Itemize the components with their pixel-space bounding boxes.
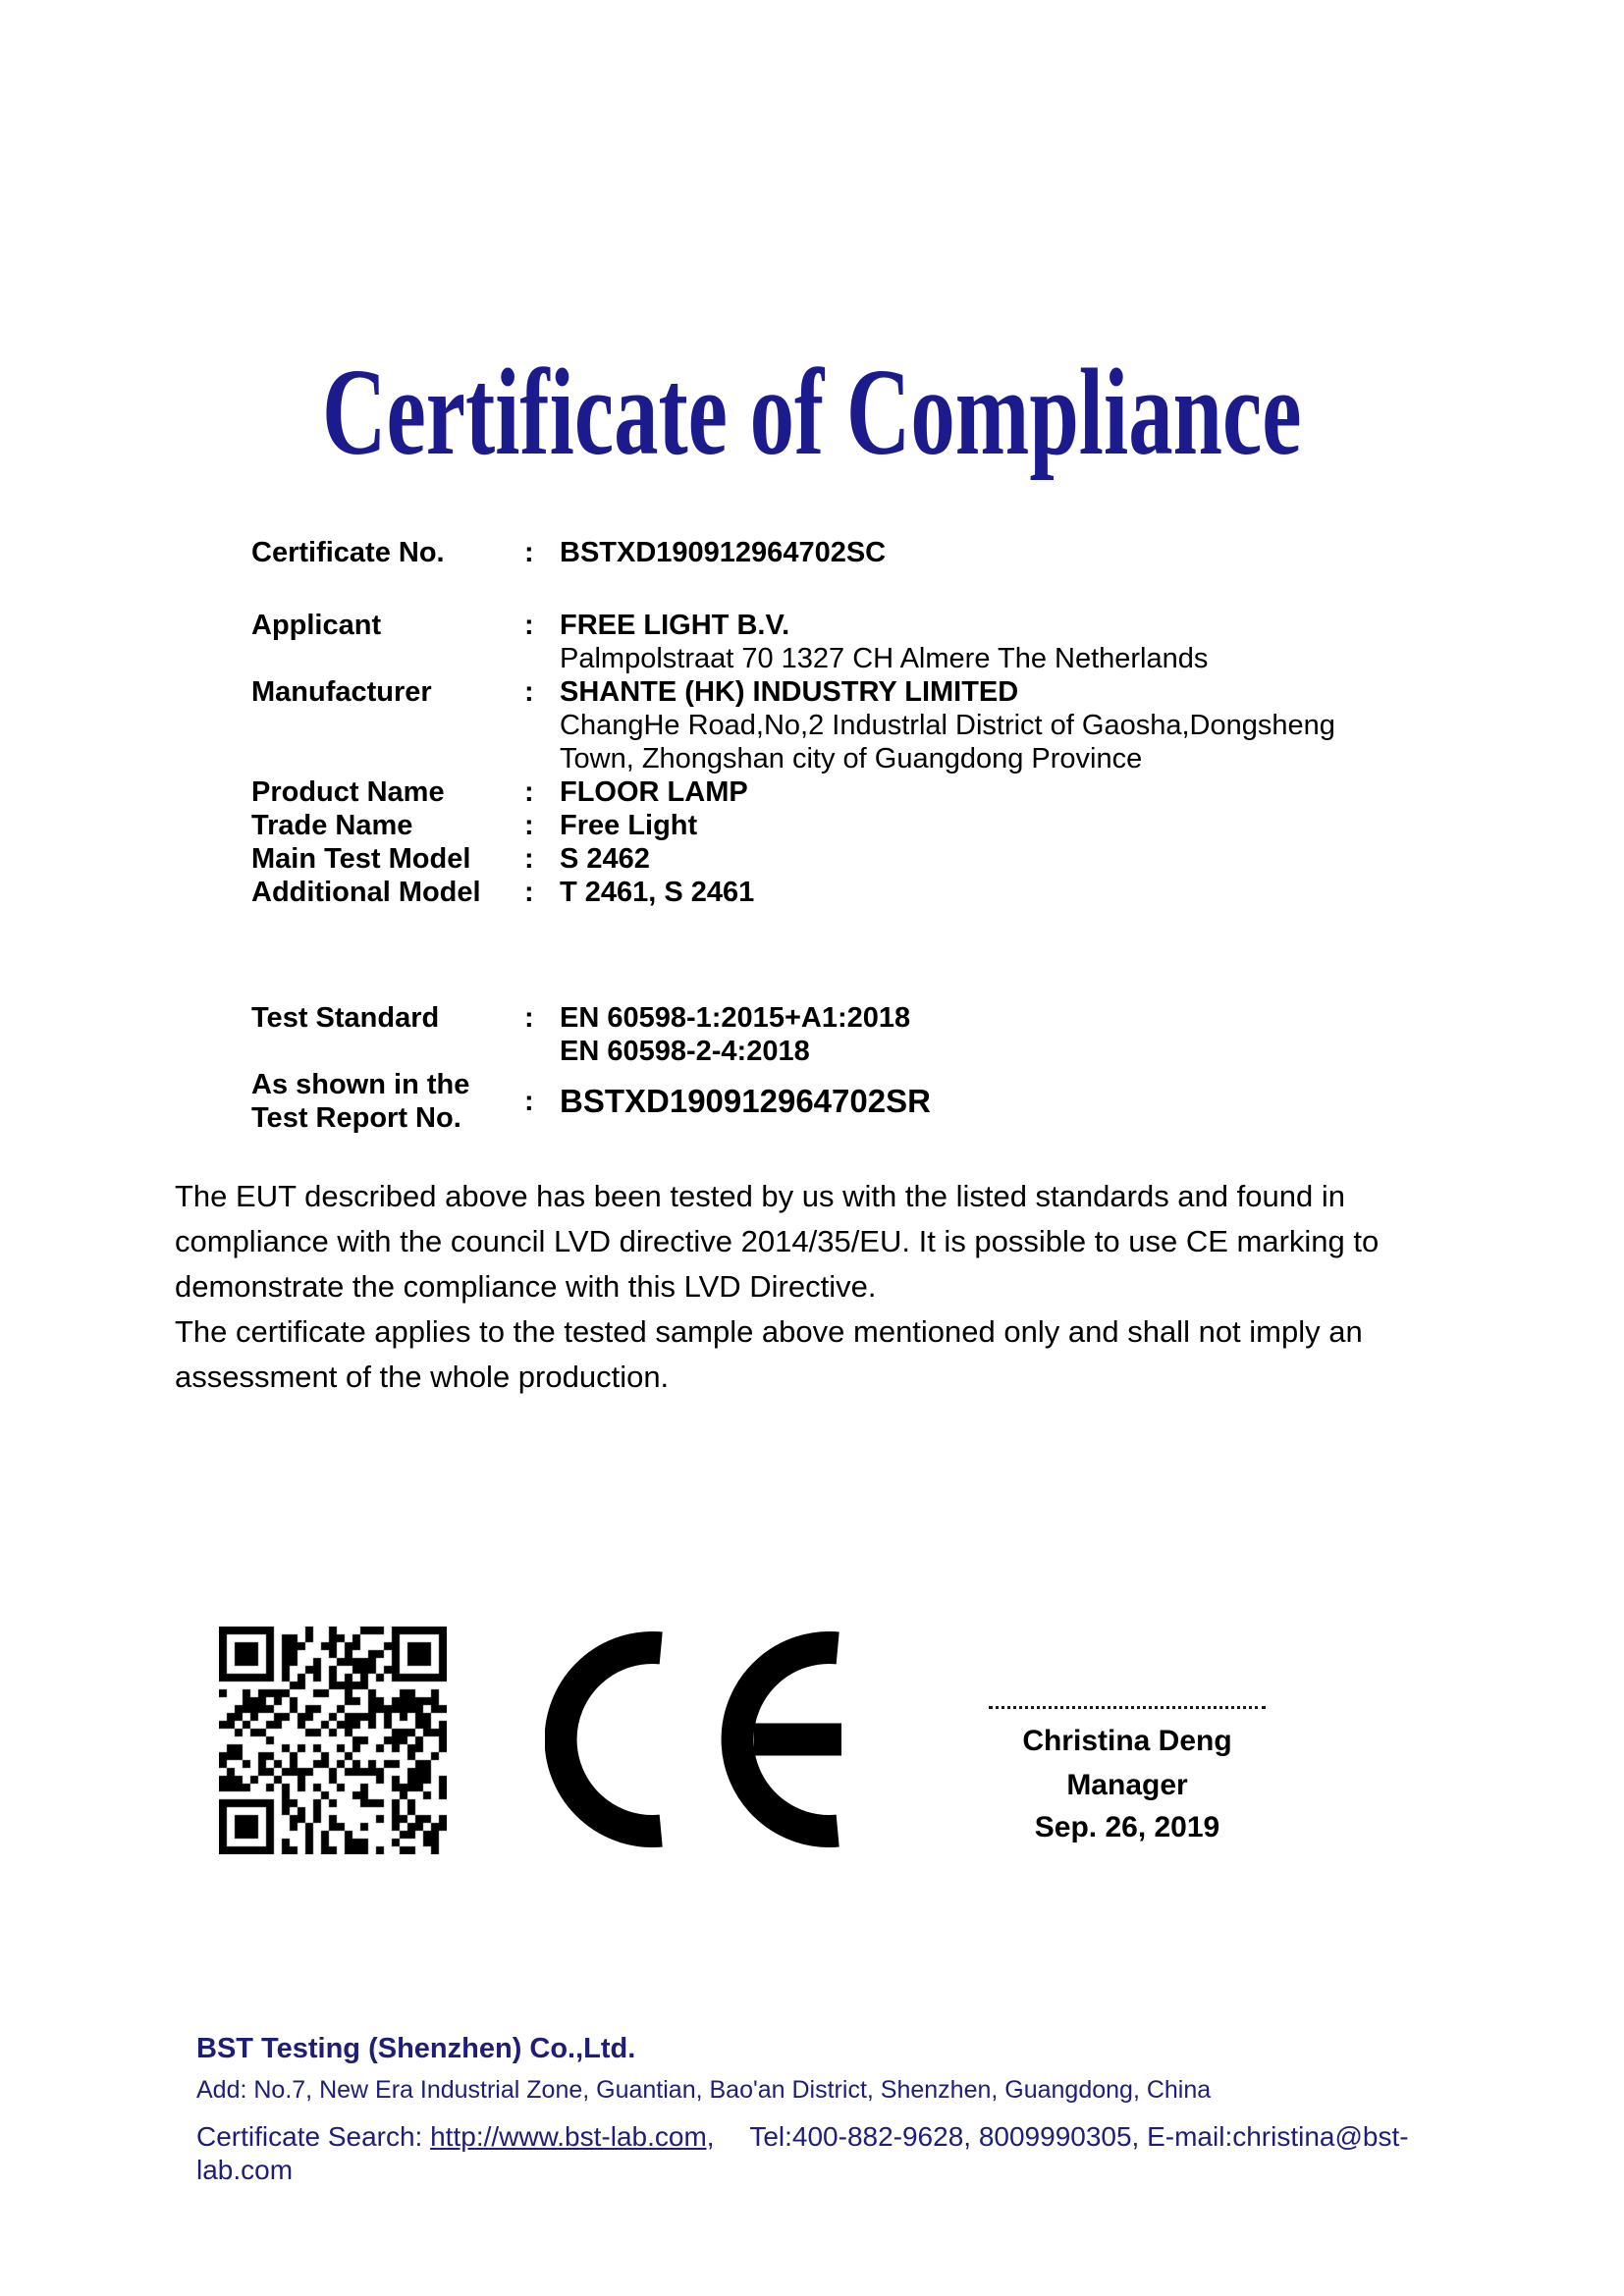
certificate-search-line [196, 2120, 1473, 2187]
field-value: S 2462 [560, 843, 650, 875]
lab-contact-info: Tel:400-882-9628, 8009990305, E-mail:christina@bst-lab.com [196, 2121, 1409, 2185]
field-value: FLOOR LAMP [560, 776, 748, 808]
certificate-title [0, 345, 1624, 481]
detail-row-certificate-no [251, 536, 1479, 569]
field-label-line: As shown in the [251, 1069, 470, 1100]
field-label: Test Standard [251, 1002, 440, 1034]
lab-company-name: BST Testing (Shenzhen) Co.,Ltd. [196, 2033, 636, 2064]
certificate-search-link[interactable]: http://www.bst-lab.com, [430, 2121, 715, 2152]
signatory-role: Manager [1066, 1769, 1188, 1801]
field-label-line: Test Report No. [251, 1102, 461, 1134]
detail-row-test-report-no [251, 1068, 1479, 1135]
signature-block [989, 1706, 1266, 1844]
field-colon: : [524, 537, 534, 568]
detail-row-product-name [251, 775, 1479, 809]
field-colon: : [524, 810, 534, 841]
qr-code [219, 1627, 447, 1854]
field-label: Applicant [251, 610, 382, 641]
field-value: EN 60598-1:2015+A1:2018 [560, 1002, 911, 1034]
field-colon: : [524, 877, 534, 908]
field-colon: : [524, 676, 534, 708]
field-value: BSTXD190912964702SC [560, 537, 887, 568]
field-value-subline: Palmpolstraat 70 1327 CH Almere The Netherlands [560, 643, 1209, 674]
field-label: Main Test Model [251, 843, 471, 875]
ce-mark-icon [545, 1631, 841, 1847]
field-label: Product Name [251, 776, 445, 808]
field-label: Additional Model [251, 877, 481, 908]
field-colon: : [524, 1086, 534, 1117]
field-colon: : [524, 1002, 534, 1034]
field-value: EN 60598-2-4:2018 [560, 1036, 810, 1067]
field-label: Manufacturer [251, 676, 432, 708]
field-value: Free Light [560, 810, 698, 841]
detail-row-additional-model [251, 876, 1479, 909]
certificate-title-text: Certificate of Compliance [322, 345, 1302, 481]
field-colon: : [524, 610, 534, 641]
field-value: FREE LIGHT B.V. [560, 610, 790, 641]
lab-address: Add: No.7, New Era Industrial Zone, Guantian, Bao'an District, Shenzhen, Guangdong, China [196, 2076, 1212, 2104]
statement-paragraph: The EUT described above has been tested by us with the listed standards and found in compliance with the council LVD directive 2014/35/EU. It is possible to use CE marking to demonstrate the compliance with this LVD Directive. [175, 1179, 1380, 1304]
signature-dotted-line [989, 1706, 1266, 1709]
signature-date: Sep. 26, 2019 [1034, 1811, 1220, 1843]
field-colon: : [524, 776, 534, 808]
field-value: SHANTE (HK) INDUSTRY LIMITED [560, 676, 1019, 708]
footer [196, 2032, 1473, 2187]
field-colon: : [524, 843, 534, 875]
certificate-search-label: Certificate Search: [196, 2121, 423, 2152]
detail-row-manufacturer [251, 675, 1479, 775]
field-label: Trade Name [251, 810, 413, 841]
detail-row-test-standard [251, 1001, 1479, 1068]
field-label [251, 1068, 524, 1135]
field-label: Certificate No. [251, 537, 445, 568]
detail-row-applicant [251, 609, 1479, 675]
field-value: BSTXD190912964702SR [560, 1083, 931, 1119]
field-value-subline: ChangHe Road,No,2 Industrlal District of Gaosha,Dongsheng [560, 710, 1335, 741]
statement-paragraph: The certificate applies to the tested sample above mentioned only and shall not imply an assessment of the whole production. [175, 1314, 1363, 1394]
field-value: T 2461, S 2461 [560, 877, 755, 908]
compliance-statement [175, 1174, 1481, 1400]
detail-row-main-test-model [251, 842, 1479, 876]
field-value-subline: Town, Zhongshan city of Guangdong Province [560, 743, 1143, 774]
certificate-details [251, 536, 1479, 1135]
detail-row-trade-name [251, 809, 1479, 842]
signatory-name: Christina Deng [1022, 1725, 1232, 1757]
